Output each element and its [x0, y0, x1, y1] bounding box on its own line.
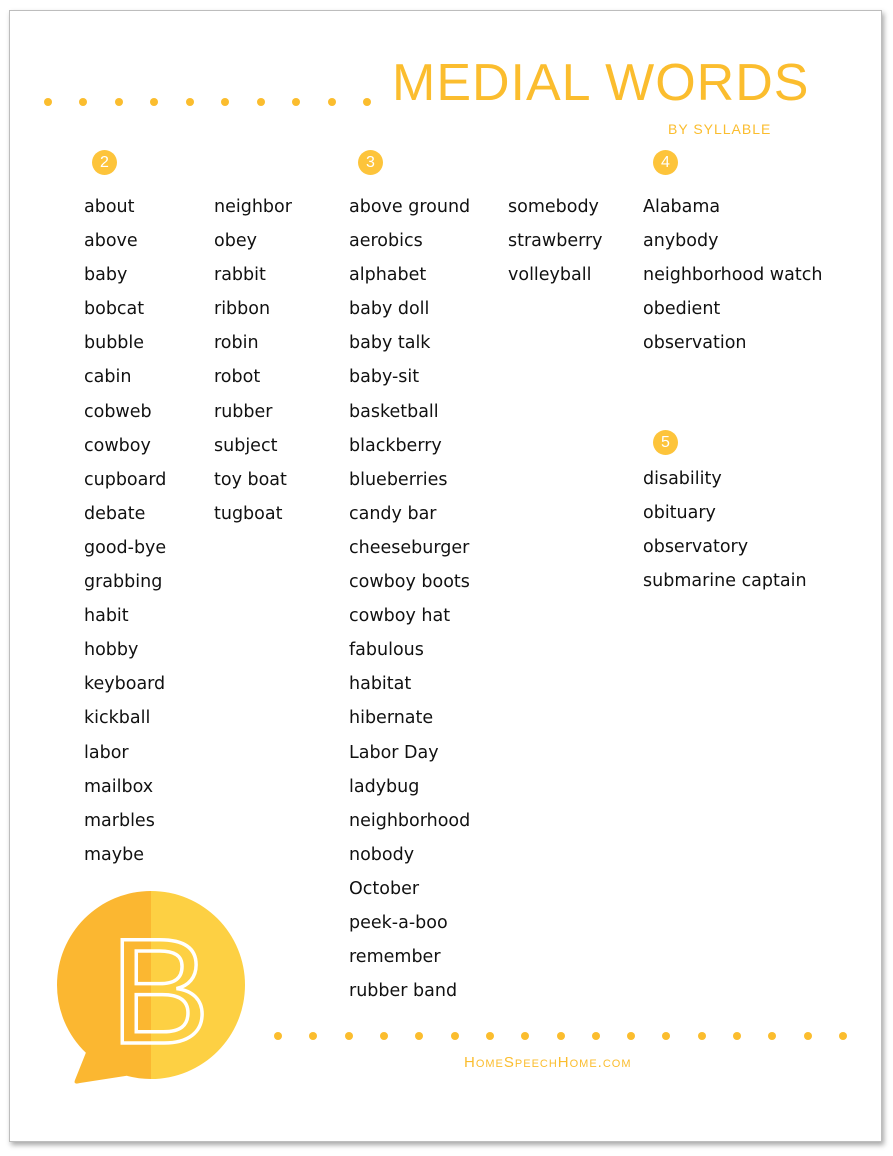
word-item: mailbox: [84, 776, 154, 797]
word-item: habit: [84, 606, 129, 627]
word-item: hobby: [84, 640, 139, 661]
word-item: neighbor: [214, 197, 292, 217]
word-item: baby doll: [349, 299, 430, 320]
logo-letter: B: [109, 907, 211, 1075]
syllable-3-badge: 3: [358, 150, 383, 175]
word-item: blueberries: [349, 469, 448, 490]
word-item: Alabama: [643, 197, 721, 217]
speech-bubble-letter-b-icon: [47, 885, 252, 1090]
word-item: labor: [84, 742, 129, 763]
footer-website-link[interactable]: HomeSpeechHome.com: [464, 1054, 632, 1071]
word-item: baby-sit: [349, 367, 420, 388]
word-item: aerobics: [349, 231, 423, 252]
word-item: alphabet: [349, 265, 427, 286]
word-item: rabbit: [214, 265, 266, 286]
word-item: above ground: [349, 197, 471, 217]
word-item: subject: [214, 435, 278, 456]
four-syllable-list: [643, 190, 822, 360]
syllable-2-badge: 2: [92, 150, 117, 175]
word-item: rubber band: [349, 981, 458, 1002]
word-item: good-bye: [84, 537, 167, 558]
word-item: candy bar: [349, 503, 437, 524]
word-item: remember: [349, 947, 441, 968]
word-item: disability: [643, 469, 722, 489]
word-item: debate: [84, 503, 146, 524]
word-item: habitat: [349, 674, 412, 695]
word-item: observatory: [643, 537, 749, 558]
word-item: keyboard: [84, 674, 166, 695]
word-item: neighborhood watch: [643, 265, 823, 286]
header-dot-row: [44, 98, 371, 106]
word-item: tugboat: [214, 503, 283, 524]
word-item: kickball: [84, 708, 151, 729]
word-item: submarine captain: [643, 571, 807, 592]
word-item: maybe: [84, 844, 145, 865]
word-item: cupboard: [84, 469, 167, 490]
word-item: grabbing: [84, 572, 163, 593]
word-item: cobweb: [84, 401, 152, 422]
word-item: Labor Day: [349, 742, 439, 763]
word-item: anybody: [643, 231, 719, 252]
word-item: hibernate: [349, 708, 434, 729]
five-syllable-list: [643, 462, 807, 598]
page-subtitle: BY SYLLABLE: [668, 121, 772, 137]
three-syllable-list-2: [508, 190, 603, 292]
word-item: cowboy boots: [349, 572, 470, 593]
word-item: nobody: [349, 844, 415, 865]
footer-dot-row: [274, 1032, 847, 1040]
word-item: cabin: [84, 367, 132, 388]
two-syllable-list-1: [84, 190, 166, 872]
word-item: obedient: [643, 299, 721, 320]
word-item: cowboy: [84, 435, 151, 456]
word-item: peek-a-boo: [349, 912, 448, 933]
syllable-5-badge: 5: [653, 430, 678, 455]
word-item: volleyball: [508, 265, 592, 286]
word-item: neighborhood: [349, 810, 471, 831]
word-item: robot: [214, 367, 261, 388]
word-item: blackberry: [349, 435, 442, 456]
word-item: above: [84, 231, 138, 252]
word-item: toy boat: [214, 469, 287, 490]
word-item: about: [84, 197, 135, 217]
word-item: bobcat: [84, 299, 145, 320]
word-item: strawberry: [508, 231, 603, 252]
word-item: baby talk: [349, 333, 431, 354]
word-item: robin: [214, 333, 259, 354]
word-item: cowboy hat: [349, 606, 451, 627]
word-item: somebody: [508, 197, 599, 217]
word-item: ladybug: [349, 776, 420, 797]
word-item: baby: [84, 265, 128, 286]
word-item: cheeseburger: [349, 537, 470, 558]
word-item: obey: [214, 231, 257, 252]
page-title: MEDIAL WORDS: [392, 54, 810, 112]
word-item: basketball: [349, 401, 439, 422]
word-item: rubber: [214, 401, 273, 422]
word-item: ribbon: [214, 299, 271, 320]
word-item: October: [349, 878, 420, 899]
word-item: fabulous: [349, 640, 424, 661]
syllable-4-badge: 4: [653, 150, 678, 175]
word-item: obituary: [643, 503, 716, 524]
word-item: bubble: [84, 333, 145, 354]
word-item: marbles: [84, 810, 155, 831]
three-syllable-list-1: [349, 190, 470, 1008]
two-syllable-list-2: [214, 190, 292, 531]
word-item: observation: [643, 333, 747, 354]
